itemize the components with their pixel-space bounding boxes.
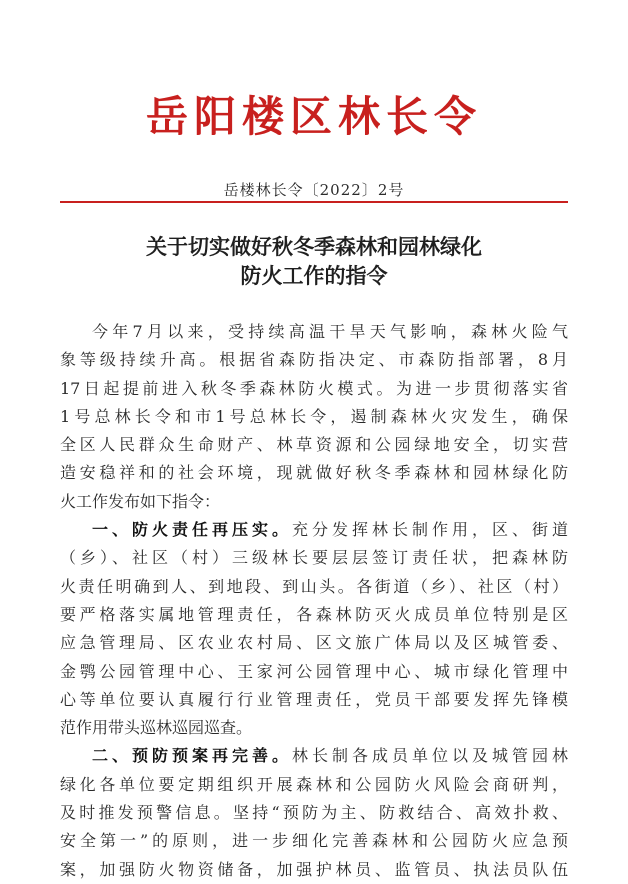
body-line: 案，加强防火物资储备，加强护林员、监管员、执法员队伍 xyxy=(60,859,568,879)
section-2-lead: 林长制各成员单位以及城管园林 xyxy=(292,746,568,766)
body-line: 绿化各单位要定期组织开展森林和公园防火风险会商研判， xyxy=(60,774,568,794)
section-1-heading: 一、防火责任再压实。 xyxy=(92,520,292,540)
body-line: 金鹗公园管理中心、王家河公园管理中心、城市绿化管理中 xyxy=(60,661,568,681)
section-1-lead: 充分发挥林长制作用，区、街道 xyxy=(292,520,568,540)
body-line: 1号总林长令和市1号总林长令，遏制森林火灾发生，确保 xyxy=(60,406,568,426)
body-line: 象等级持续升高。根据省森防指决定、市森防指部署，8月 xyxy=(60,350,568,370)
document-body xyxy=(60,318,568,884)
section-2-first-line xyxy=(60,742,568,770)
masthead-title: 岳阳楼区林长令 xyxy=(145,92,482,141)
section-2-heading: 二、预防预案再完善。 xyxy=(92,746,292,766)
red-divider-line xyxy=(60,201,568,203)
title-line-2: 防火工作的指令 xyxy=(240,263,388,288)
body-line: 17日起提前进入秋冬季森林防火模式。为进一步贯彻落实省 xyxy=(60,378,568,398)
body-line: 心等单位要认真履行行业管理责任，党员干部要发挥先锋模 xyxy=(60,689,568,709)
body-line: 要严格落实属地管理责任，各森林防灭火成员单位特别是区 xyxy=(60,604,568,624)
body-line: 安全第一”的原则，进一步细化完善森林和公园防火应急预 xyxy=(60,831,568,851)
body-line: 范作用带头巡林巡园巡查。 xyxy=(60,718,253,738)
section-1-first-line xyxy=(60,516,568,544)
body-line: 今年7月以来，受持续高温干旱天气影响，森林火险气 xyxy=(92,322,568,341)
body-line: （乡）、社区（村）三级林长要层层签订责任状，把森林防 xyxy=(60,548,568,568)
title-line-1: 关于切实做好秋冬季森林和园林绿化 xyxy=(146,234,482,259)
body-line: 造安稳祥和的社会环境，现就做好秋冬季森林和园林绿化防 xyxy=(60,463,568,483)
document-title xyxy=(60,232,568,290)
body-line: 全区人民群众生命财产、林草资源和公园绿地安全，切实营 xyxy=(60,435,568,455)
document-number: 岳楼林长令〔2022〕2号 xyxy=(223,181,405,199)
body-line: 火工作发布如下指令： xyxy=(60,491,221,511)
body-line: 应急管理局、区农业农村局、区文旅广体局以及区城管委、 xyxy=(60,633,568,653)
body-line: 火责任明确到人、到地段、到山头。各街道（乡）、社区（村） xyxy=(60,576,568,596)
body-line: 及时推发预警信息。坚持“预防为主、防救结合、高效扑救、 xyxy=(60,803,568,823)
